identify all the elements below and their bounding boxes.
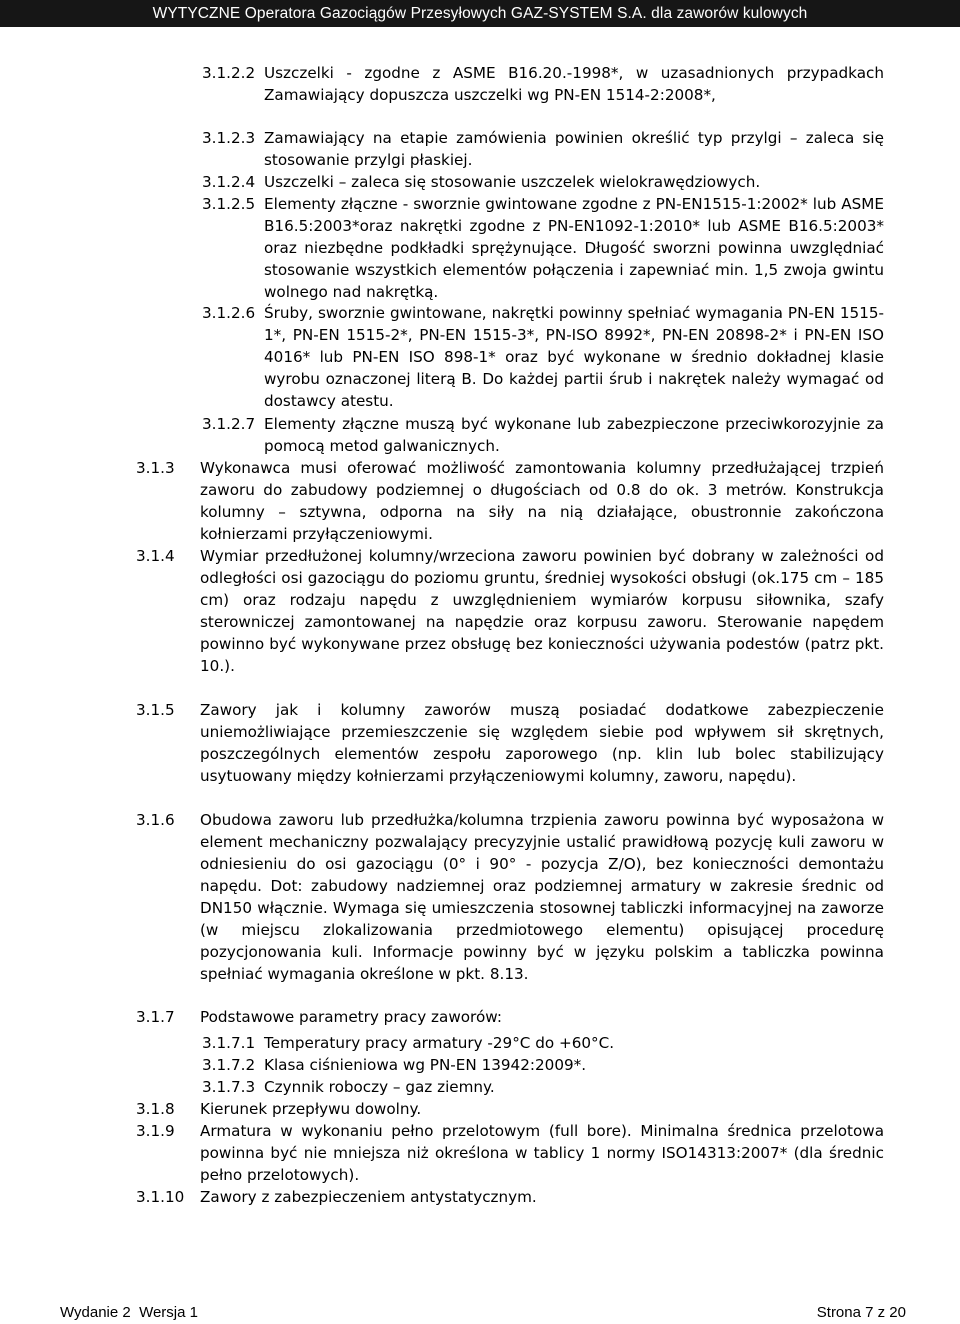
- clause-3-1-9: [136, 1120, 884, 1186]
- clause-number: 3.1.7.1: [202, 1034, 256, 1052]
- clause-number: 3.1.10: [136, 1188, 185, 1206]
- clause-3-1-3: [136, 457, 884, 545]
- clause-text: Podstawowe parametry pracy zaworów:: [200, 1008, 502, 1026]
- clause-text: Uszczelki – zaleca się stosowanie uszczelek wielokrawędziowych.: [264, 173, 761, 191]
- clause-3-1-7-1: [202, 1032, 884, 1054]
- clause-number: 3.1.7.2: [202, 1056, 256, 1074]
- clause-number: 3.1.2.2: [202, 64, 256, 82]
- clause-number: 3.1.6: [136, 811, 175, 829]
- clause-text: Zawory z zabezpieczeniem antystatycznym.: [200, 1188, 537, 1206]
- clause-number: 3.1.2.3: [202, 129, 256, 147]
- clause-number: 3.1.9: [136, 1122, 175, 1140]
- clause-text: Elementy złączne - sworznie gwintowane zgodne z PN-EN1515-1:2002* lub ASME B16.5:2003*oraz nakrętki zgodne z PN-EN1092-1:2010* lub ASME B16.5:2003* oraz niezbędne podkładki sprężynujące. Długość sworzni powinna uwzględniać stosowanie wszystkich elementów połączenia i zapewniać min. 1,5 zwoja gwintu wolnego nad nakrętką.: [264, 195, 884, 301]
- clause-text: Temperatury pracy armatury -29°C do +60°C.: [264, 1034, 615, 1052]
- clause-number: 3.1.2.5: [202, 195, 256, 213]
- clause-number: 3.1.5: [136, 701, 175, 719]
- clause-text: Armatura w wykonaniu pełno przelotowym (full bore). Minimalna średnica przelotowa powinna być nie mniejsza niż określona w tablicy 1 normy ISO14313:2007* (dla średnic pełno przelotowych).: [200, 1122, 884, 1184]
- clause-text: Klasa ciśnieniowa wg PN-EN 13942:2009*.: [264, 1056, 587, 1074]
- clause-3-1-2-7: [202, 413, 884, 457]
- clause-3-1-2-2: [202, 62, 884, 106]
- clause-number: 3.1.4: [136, 547, 175, 565]
- clause-number: 3.1.7.3: [202, 1078, 256, 1096]
- footer-page-number: Strona 7 z 20: [816, 1304, 906, 1321]
- clause-text: Wymiar przedłużonej kolumny/wrzeciona zaworu powinien być dobrany w zależności od odległości osi gazociągu do poziomu gruntu, średniej wysokości obsługi (ok.175 cm – 185 cm) oraz rodzaju napędu z uwzględnieniem wymiarów korpusu siłownika, szafy sterowniczej zamontowanej na napędzie oraz korpusu zaworu. Sterowanie napędem powinno być wykonywane przez obsługę bez konieczności używania podestów (patrz pkt. 10.).: [200, 547, 884, 675]
- clause-text: Zamawiający na etapie zamówienia powinien określić typ przylgi – zaleca się stosowanie przylgi płaskiej.: [264, 129, 884, 169]
- clause-text: Zawory jak i kolumny zaworów muszą posiadać dodatkowe zabezpieczenie uniemożliwiające przemieszczenie się względem siebie pod wpływem sił skrętnych, poszczególnych elementów zespołu zaporowego (np. klin lub bolec stabilizujący usytuowany między kołnierzami przyłączeniowymi kolumny, zaworu, napędu).: [200, 701, 884, 785]
- clause-3-1-7: [136, 1006, 884, 1028]
- clause-text: Obudowa zaworu lub przedłużka/kolumna trzpienia zaworu powinna być wyposażona w element mechaniczny pozwalający precyzyjnie ustalić prawidłową pozycję kuli zaworu w odniesieniu do osi gazociągu (0° i 90° - pozycja Z/O), bez konieczności demontażu napędu. Dot: zabudowy nadziemnej oraz podziemnej armatury w zakresie średnic od DN150 włącznie. Wymaga się umieszczenia stosownej tabliczki informacyjnej na zaworze (w miejscu zlokalizowania przedmiotowego elementu) opisującej procedurę pozycjonowania kuli. Informacje powinny być w języku polskim a tabliczka powinna spełniać wymagania określone w pkt. 8.13.: [200, 811, 884, 983]
- clause-3-1-2-6: [202, 302, 884, 412]
- clause-3-1-5: [136, 699, 884, 787]
- clause-number: 3.1.3: [136, 459, 175, 477]
- clause-text: Elementy złączne muszą być wykonane lub zabezpieczone przeciwkorozyjnie za pomocą metod galwanicznych.: [264, 415, 884, 455]
- clause-text: Kierunek przepływu dowolny.: [200, 1100, 422, 1118]
- clause-number: 3.1.2.6: [202, 304, 256, 322]
- clause-number: 3.1.8: [136, 1100, 175, 1118]
- clause-text: Uszczelki - zgodne z ASME B16.20.-1998*, w uzasadnionych przypadkach Zamawiający dopuszcza uszczelki wg PN-EN 1514-2:2008*,: [264, 64, 884, 104]
- clause-3-1-8: [136, 1098, 884, 1120]
- clause-3-1-2-5: [202, 193, 884, 303]
- clause-number: 3.1.2.4: [202, 173, 256, 191]
- page-header: WYTYCZNE Operatora Gazociągów Przesyłowych GAZ-SYSTEM S.A. dla zaworów kulowych: [0, 0, 960, 27]
- clause-text: Śruby, sworznie gwintowane, nakrętki powinny spełniać wymagania PN-EN 1515-1*, PN-EN 1515-2*, PN-EN 1515-3*, PN-ISO 8992*, PN-EN 20898-2* i PN-EN ISO 4016* lub PN-EN ISO 898-1* oraz być wykonane w średnio dokładnej klasie wyrobu oznaczonej literą B. Do każdej partii śrub i nakrętek należy wymagać od dostawcy atestu.: [264, 304, 884, 410]
- clause-3-1-6: [136, 809, 884, 985]
- clause-number: 3.1.7: [136, 1008, 175, 1026]
- clause-3-1-2-4: [202, 171, 884, 193]
- footer-edition: Wydanie 2 Wersja 1: [60, 1304, 198, 1321]
- clause-text: Wykonawca musi oferować możliwość zamontowania kolumny przedłużającej trzpień zaworu do zabudowy podziemnej o długościach od 0.8 do ok. 3 metrów. Konstrukcja kolumny – sztywna, odporna na siły na nią działające, obustronnie zakończona kołnierzami przyłączeniowymi.: [200, 459, 884, 543]
- clause-3-1-10: [136, 1186, 884, 1208]
- clause-3-1-7-3: [202, 1076, 884, 1098]
- clause-number: 3.1.2.7: [202, 415, 256, 433]
- clause-3-1-7-2: [202, 1054, 884, 1076]
- clause-text: Czynnik roboczy – gaz ziemny.: [264, 1078, 495, 1096]
- clause-3-1-4: [136, 545, 884, 677]
- clause-3-1-2-3: [202, 127, 884, 171]
